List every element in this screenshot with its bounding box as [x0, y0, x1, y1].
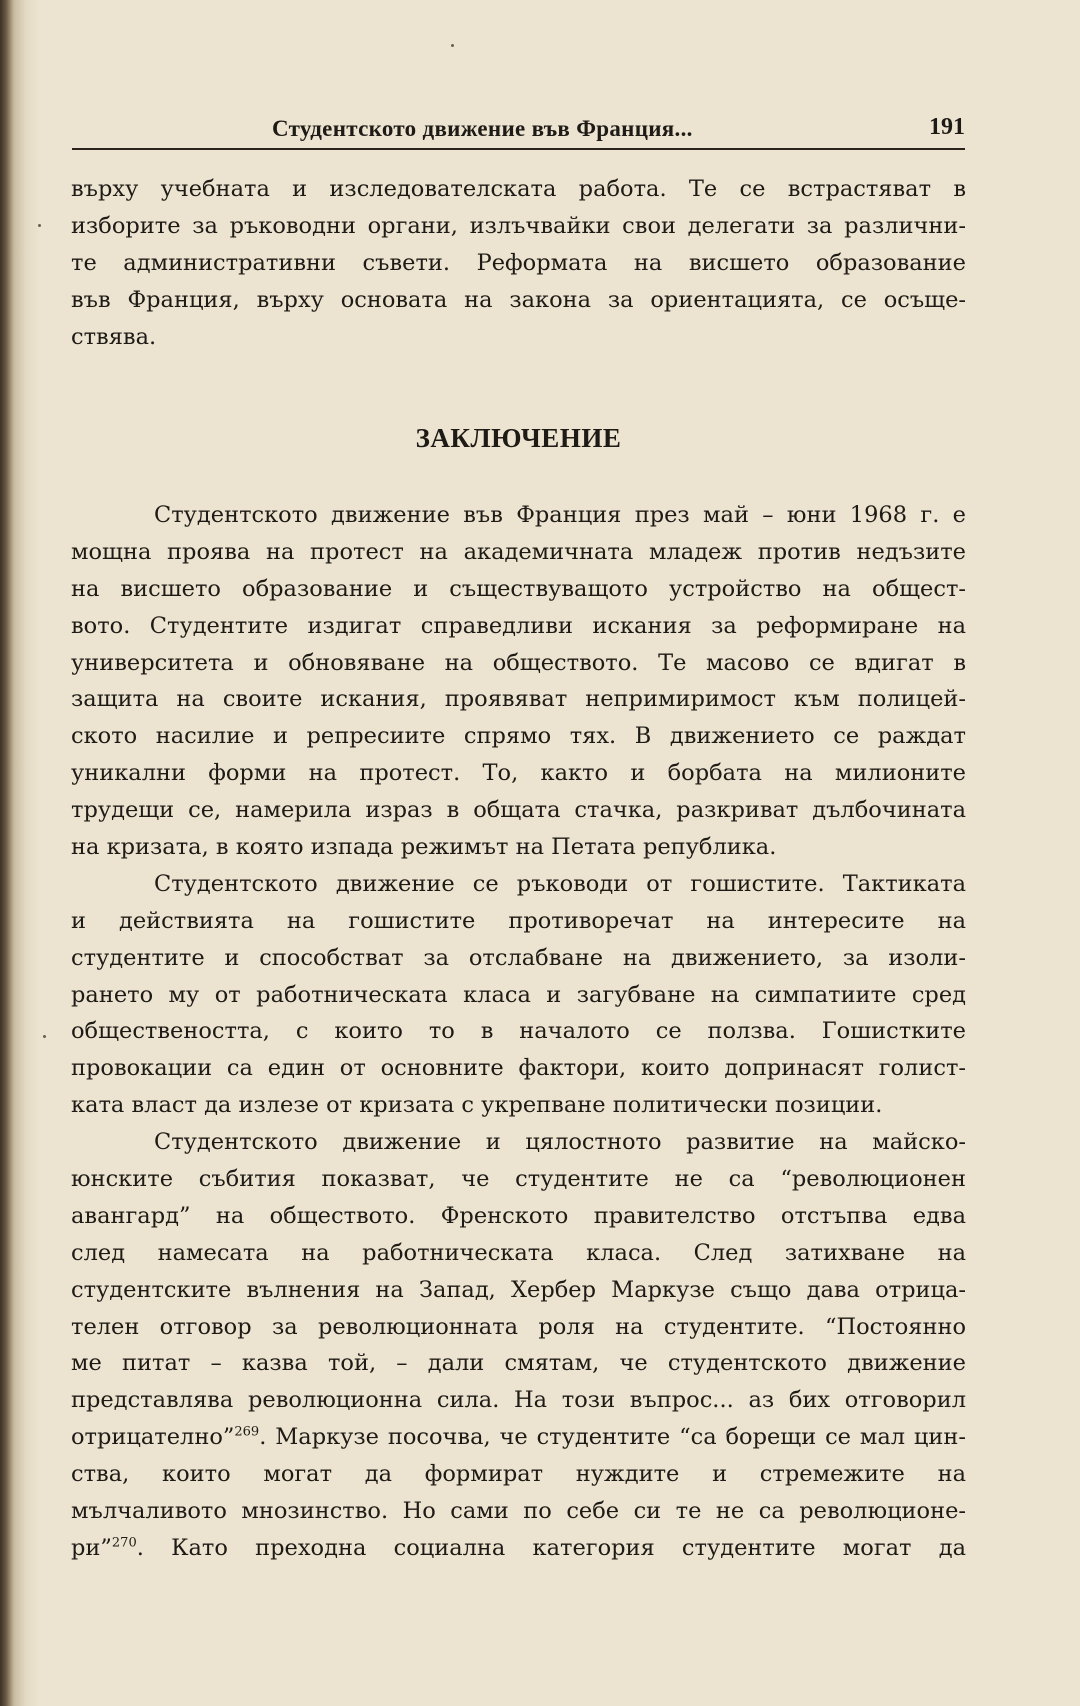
text-line: след намесата на работническата класа. След затихване на	[71, 1239, 966, 1266]
intro-paragraph	[71, 171, 966, 356]
text-line: на висшето образование и съществуващото устройство на общест-	[71, 575, 966, 602]
text-line: телен отговор за революционната роля на студентите. “Постоянно	[71, 1313, 966, 1340]
text-line: ското насилие и репресиите спрямо тях. В движението се раждат	[71, 723, 966, 750]
text-line: студентските вълнения на Запад, Хербер Маркузе също дава отрица-	[71, 1276, 966, 1303]
text-line: и действията на гошистите противоречат на интересите на	[71, 907, 966, 934]
footnote-ref-269: 269	[234, 1424, 260, 1440]
text-line: ствява.	[71, 324, 157, 350]
text-line: ката власт да излезе от кризата с укрепване политически позиции.	[71, 1092, 883, 1119]
text-line: вото. Студентите издигат справедливи искания за реформиране на	[71, 612, 966, 639]
text-line: Студентското движение и цялостното развитие на майско-	[154, 1129, 966, 1156]
paragraph-3	[71, 1124, 966, 1567]
text-line: на кризата, в която изпада режимът на Петата република.	[71, 834, 777, 861]
running-header	[72, 112, 965, 150]
text-line: Студентското движение във Франция през май – юни 1968 г. е	[154, 502, 966, 528]
text-line: авангард” на обществото. Френското правителство отстъпва едва	[71, 1202, 966, 1229]
footnote-ref-270: 270	[111, 1535, 137, 1551]
text-line: защита на своите искания, проявяват непримиримост към полицей-	[71, 686, 966, 713]
text-line: във Франция, върху основата на закона за ориентацията, се осъще-	[71, 287, 966, 313]
paragraph-2	[71, 866, 966, 1124]
section-heading: ЗАКЛЮЧЕНИЕ	[415, 423, 622, 453]
text-line: Студентското движение се ръководи от гошистите. Тактиката	[154, 870, 966, 897]
text-line: уникални форми на протест. То, както и борбата на милионите	[71, 760, 966, 787]
speck	[451, 44, 454, 47]
running-title: Студентското движение във Франция...	[272, 116, 693, 141]
conclusion-section	[71, 497, 966, 1567]
text-line: ства, които могат да формират нуждите и стремежите на	[71, 1461, 966, 1488]
text-line: ме питат – казва той, – дали смятам, че студентското движение	[71, 1350, 966, 1377]
paragraph-1	[71, 497, 966, 866]
text-line: рането му от работническата класа и загубване на симпатиите сред	[71, 981, 966, 1008]
text-line: обществеността, с които то в началото се ползва. Гошистките	[71, 1018, 966, 1045]
text-line: върху учебната и изследователската работа. Те се встрастяват в	[71, 176, 966, 202]
text-line: юнските събития показват, че студентите не са “революционен	[71, 1166, 966, 1193]
text-line: изборите за ръководни органи, излъчвайки свои делегати за различни-	[71, 213, 966, 239]
text-line: те административни съвети. Реформата на висшето образование	[71, 250, 966, 276]
page-number: 191	[929, 114, 965, 140]
speck	[38, 224, 41, 227]
text-line-with-footnote	[71, 1530, 966, 1567]
text-line: трудещи се, намерила израз в общата стачка, разкриват дълбочината	[71, 797, 966, 824]
text-fragment: . Маркузе посочва, че студентите “са борещи се мал цин-	[259, 1424, 966, 1451]
text-line-with-footnote	[71, 1419, 966, 1456]
text-fragment: ри”	[71, 1534, 112, 1561]
text-line: представлява революционна сила. На този въпрос... аз бих отговорил	[71, 1387, 966, 1414]
speck	[43, 1035, 46, 1038]
text-fragment: отрицателно”	[71, 1424, 235, 1451]
text-fragment: . Като преходна социална категория студентите могат да	[136, 1534, 966, 1561]
text-line: мълчаливото мнозинство. Но сами по себе си те не са революционе-	[71, 1498, 966, 1525]
text-line: университета и обновяване на обществото. Те масово се вдигат в	[71, 649, 966, 676]
text-line: провокации са един от основните фактори, които допринасят голист-	[71, 1055, 966, 1082]
text-line: мощна проява на протест на академичната младеж против недъзите	[71, 538, 966, 565]
text-line: студентите и способстват за отслабване на движението, за изоли-	[71, 944, 966, 971]
